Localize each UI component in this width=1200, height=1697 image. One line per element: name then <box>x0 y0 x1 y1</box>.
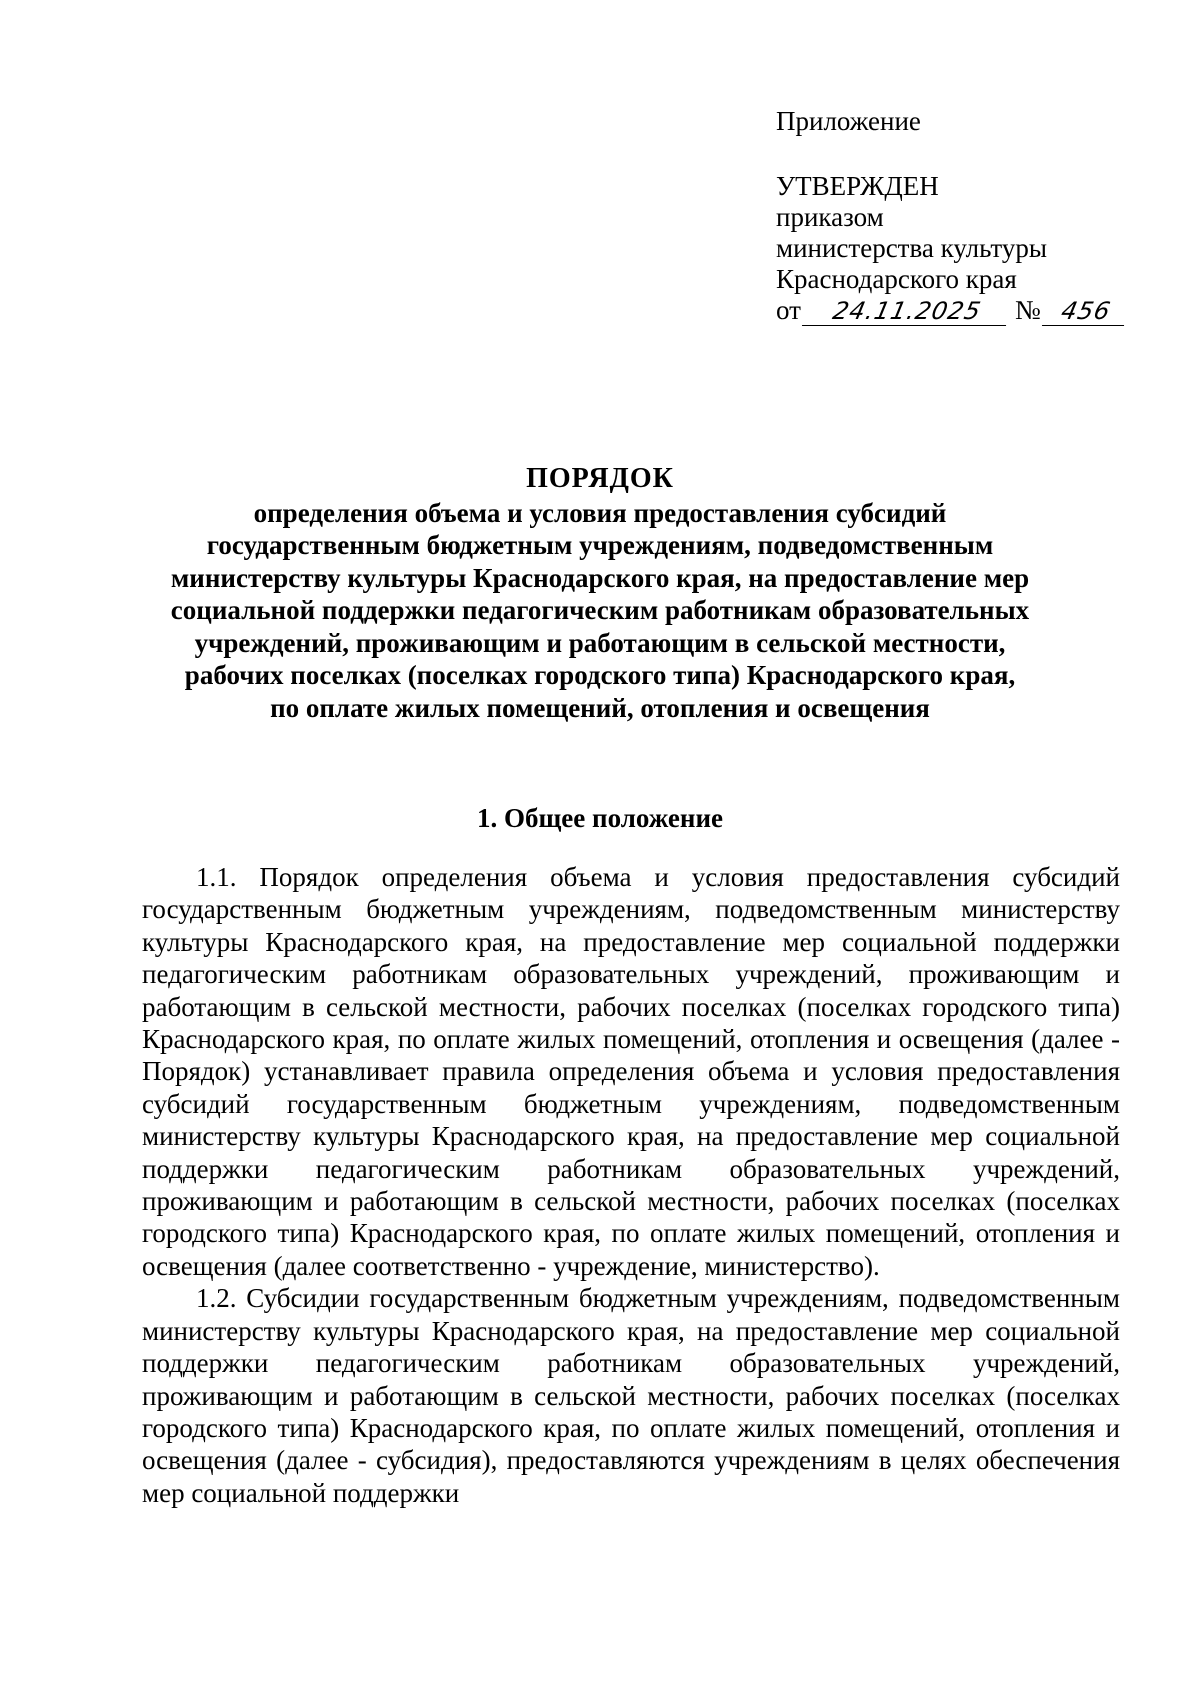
subtitle-line: рабочих поселках (поселках городского типа) Краснодарского края, <box>184 660 1016 690</box>
approval-line-region: Краснодарского края <box>776 264 1017 294</box>
handwritten-date: 24.11.2025 <box>806 296 1009 327</box>
subtitle-line: определения объема и условия предоставления субсидий <box>253 497 947 528</box>
subtitle-line: по оплате жилых помещений, отопления и освещения <box>270 692 930 723</box>
paragraph-1-1: 1.1. Порядок определения объема и условия предоставления субсидий государственным бюджетным учреждениям, подведомственным министерству культуры Краснодарского края, на предоставление мер социальной поддержки педагогическим работникам образовательных учреждений, проживающим и работающим в сельской местности, рабочих поселках (поселках городского типа) Краснодарского края, по оплате жилых помещений, отопления и освещения (далее - Порядок) устанавливает правила определения объема и условия предоставления субсидий государственным бюджетным учреждениям, подведомственным министерству культуры Краснодарского края, на предоставление мер социальной поддержки педагогическим работникам образовательных учреждений, проживающим и работающим в сельской местности, рабочих поселках (поселках городского типа) Краснодарского края, по оплате жилых помещений, отопления и освещения (далее соответственно - учреждение, министерство). <box>142 862 1120 1281</box>
approval-date-line <box>776 295 1176 327</box>
document-title: ПОРЯДОК <box>526 463 674 494</box>
handwritten-number: 456 <box>1045 296 1126 327</box>
approval-line-order: приказом <box>776 202 884 232</box>
date-prefix: от <box>776 295 801 325</box>
approval-line-ministry: министерства культуры <box>776 233 1048 263</box>
paragraph-1-2: 1.2. Субсидии государственным бюджетным учреждениям, подведомственным министерству культуры Краснодарского края, на предоставление мер социальной поддержки педагогическим работникам образовательных учреждений, проживающим и работающим в сельской местности, рабочих поселках (поселках городского типа) Краснодарского края, по оплате жилых помещений, отопления и освещения (далее - субсидия), предоставляются учреждениям в целях обеспечения мер социальной поддержки <box>142 1283 1120 1508</box>
appendix-label: Приложение <box>776 106 921 136</box>
subtitle-line: социальной поддержки педагогическим работникам образовательных <box>170 595 1030 625</box>
subtitle-line: министерству культуры Краснодарского края, на предоставление мер <box>170 562 1030 593</box>
approved-label: УТВЕРЖДЕН <box>776 171 939 201</box>
document-title-block <box>160 463 1040 724</box>
section-body <box>142 861 1120 1509</box>
section-heading: 1. Общее положение <box>477 803 723 833</box>
approval-block <box>776 106 1176 327</box>
subtitle-line: государственным бюджетным учреждениям, подведомственным <box>206 530 994 560</box>
subtitle-line: учреждений, проживающим и работающим в сельской местности, <box>194 627 1006 658</box>
number-prefix: № <box>1014 295 1041 325</box>
